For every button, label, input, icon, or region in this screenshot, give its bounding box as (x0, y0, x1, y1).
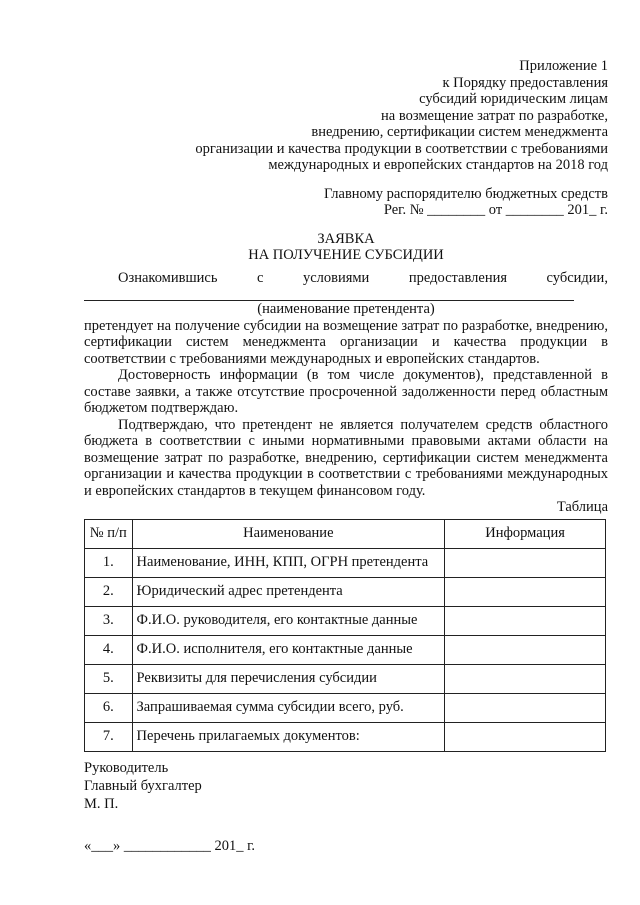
header-info: Информация (445, 519, 606, 548)
intro-word: предоставления (408, 269, 508, 286)
intro-word: субсидии, (546, 269, 608, 286)
applicant-caption: (наименование претендента) (257, 301, 435, 317)
table-row (85, 577, 606, 606)
table-row (85, 606, 606, 635)
row-number: 5. (85, 664, 133, 693)
row-name: Реквизиты для перечисления субсидии (132, 664, 445, 693)
row-info-cell[interactable] (445, 606, 606, 635)
row-name: Ф.И.О. исполнителя, его контактные данные (132, 635, 445, 664)
row-number: 6. (85, 693, 133, 722)
row-info-cell[interactable] (445, 577, 606, 606)
intro-word: Ознакомившись (118, 269, 218, 286)
seal-placeholder: М. П. (84, 795, 119, 812)
row-number: 2. (85, 577, 133, 606)
header-number: № п/п (85, 519, 133, 548)
table-row (85, 548, 606, 577)
intro-word: условиями (302, 269, 370, 286)
registration-line: Рег. № ________ от ________ 201_ г. (383, 202, 608, 218)
intro-line (84, 270, 608, 287)
table-row (85, 722, 606, 751)
title-line: ЗАЯВКА (317, 230, 375, 247)
applicant-name-line (84, 286, 574, 301)
row-name: Юридический адрес претендента (132, 577, 445, 606)
document-page (84, 0, 608, 854)
paragraph-reliability: Достоверность информации (в том числе документов), представленной в составе заявки, а также отсутствие просроченной задолженности перед областным бюджетом подтверждаю. (84, 367, 608, 416)
appendix-line: организации и качества продукции в соответствии с требованиями (195, 140, 608, 157)
appendix-header (84, 58, 608, 174)
appendix-line: к Порядку предоставления (442, 74, 608, 91)
appendix-line: внедрению, сертификации систем менеджмента (311, 124, 608, 140)
table-row (85, 635, 606, 664)
row-info-cell[interactable] (445, 722, 606, 751)
signature-accountant: Главный бухгалтер (84, 777, 202, 794)
intro-word: с (256, 269, 264, 286)
addressee-line: Главному распорядителю бюджетных средств (323, 185, 608, 202)
info-table (84, 519, 606, 752)
date-line: «___» ____________ 201_ г. (84, 837, 256, 854)
row-name: Перечень прилагаемых документов: (132, 722, 445, 751)
addressee-block (84, 186, 608, 219)
paragraph-claim: претендует на получение субсидии на возмещение затрат по разработке, внедрению, сертификации систем менеджмента организации и качества продукции в соответствии с требованиями международных и европейских стандартов. (84, 317, 608, 367)
row-number: 1. (85, 548, 133, 577)
table-row (85, 664, 606, 693)
row-name: Наименование, ИНН, КПП, ОГРН претендента (132, 548, 445, 577)
appendix-line: субсидий юридическим лицам (419, 91, 608, 107)
title-line: НА ПОЛУЧЕНИЕ СУБСИДИИ (248, 247, 444, 263)
row-name: Запрашиваемая сумма субсидии всего, руб. (132, 693, 445, 722)
appendix-line: на возмещение затрат по разработке, (381, 107, 608, 124)
row-number: 3. (85, 606, 133, 635)
row-info-cell[interactable] (445, 664, 606, 693)
document-title (84, 231, 608, 264)
row-number: 7. (85, 722, 133, 751)
row-number: 4. (85, 635, 133, 664)
row-info-cell[interactable] (445, 548, 606, 577)
appendix-line: Приложение 1 (519, 58, 608, 74)
header-name: Наименование (132, 519, 445, 548)
table-row (85, 693, 606, 722)
table-caption: Таблица (556, 499, 608, 515)
signature-director: Руководитель (84, 759, 169, 776)
paragraph-confirmation: Подтверждаю, что претендент не является получателем средств областного бюджета в соответствии с иными нормативными правовыми актами области на возмещение затрат по разработке, внедрению, сертификации систем менеджмента организации и качества продукции в соответствии с требованиями международных и европейских стандартов в текущем финансовом году. (84, 416, 608, 499)
row-info-cell[interactable] (445, 693, 606, 722)
table-header-row (85, 519, 606, 548)
row-info-cell[interactable] (445, 635, 606, 664)
signature-block (84, 760, 608, 814)
row-name: Ф.И.О. руководителя, его контактные данные (132, 606, 445, 635)
appendix-line: международных и европейских стандартов на 2018 год (268, 157, 608, 173)
